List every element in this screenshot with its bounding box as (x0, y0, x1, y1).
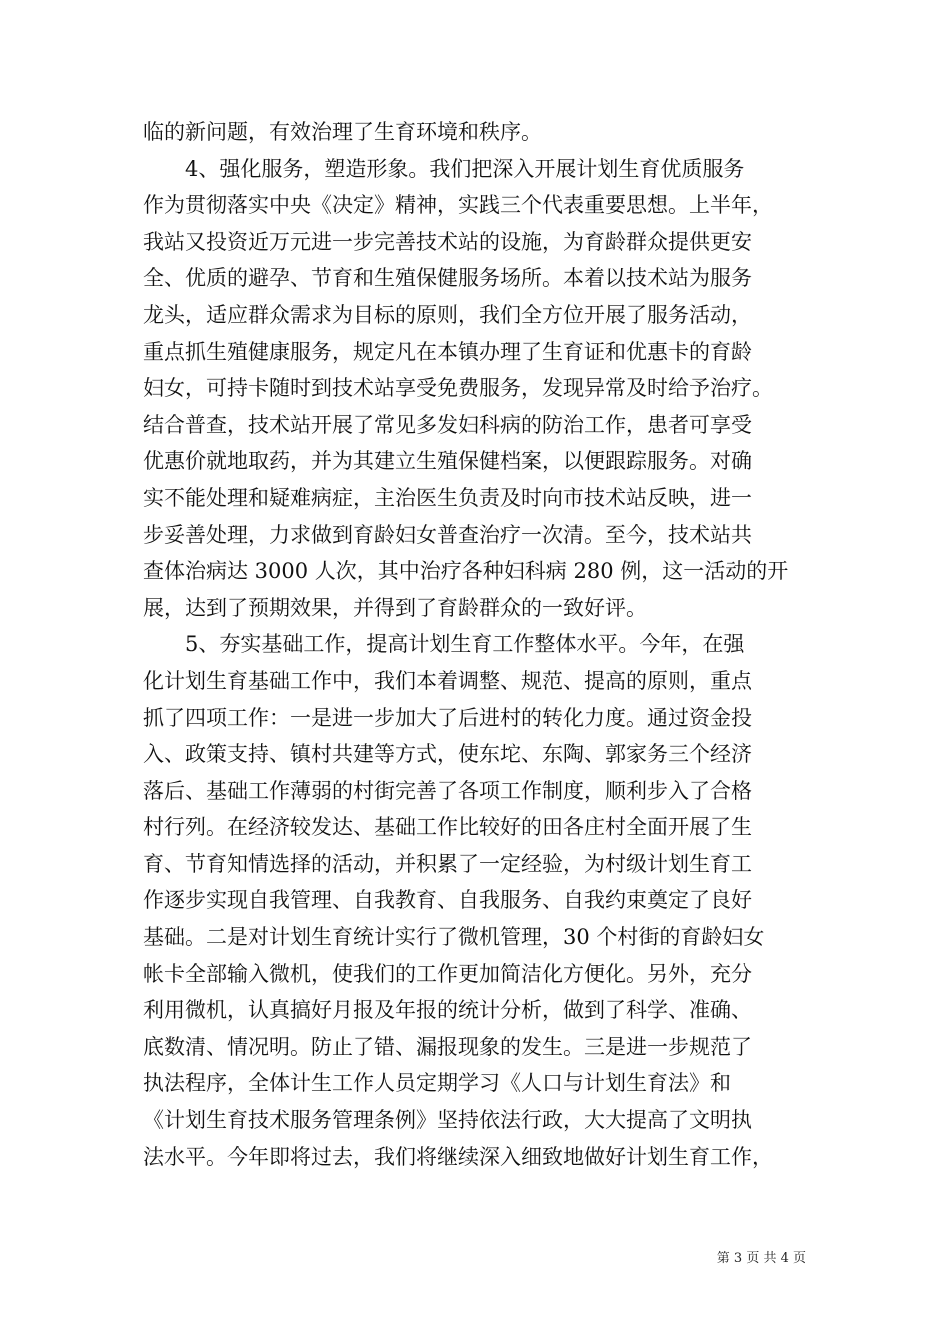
text-line: 结合普查，技术站开展了常见多发妇科病的防治工作，患者可享受 (143, 412, 752, 437)
text-line: 化计划生育基础工作中，我们本着调整、规范、提高的原则，重点 (143, 668, 752, 693)
text-line: 实不能处理和疑难病症，主治医生负责及时向市技术站反映，进一 (143, 485, 752, 510)
text-line: 执法程序，全体计生工作人员定期学习《人口与计划生育法》和 (143, 1071, 731, 1096)
page-footer: 第 3 页 共 4 页 (716, 1251, 806, 1266)
text-line: 全、优质的避孕、节育和生殖保健服务场所。本着以技术站为服务 (143, 266, 752, 291)
text-line: 重点抓生殖健康服务，规定凡在本镇办理了生育证和优惠卡的育龄 (143, 339, 752, 364)
text-line: 基础。二是对计划生育统计实行了微机管理，30 个村街的育龄妇女 (143, 925, 765, 950)
paragraph-start-line: 4、强化服务，塑造形象。我们把深入开展计划生育优质服务 (185, 156, 745, 181)
text-line: 展，达到了预期效果，并得到了育龄群众的一致好评。 (143, 595, 647, 620)
text-line: 作逐步实现自我管理、自我教育、自我服务、自我约束奠定了良好 (143, 888, 752, 913)
text-line: 查体治病达 3000 人次，其中治疗各种妇科病 280 例，这一活动的开 (143, 559, 789, 584)
text-line: 落后、基础工作薄弱的村街完善了各项工作制度，顺利步入了合格 (143, 778, 752, 803)
text-line: 育、节育知情选择的活动，并积累了一定经验，为村级计划生育工 (143, 851, 752, 876)
text-line: 我站又投资近万元进一步完善技术站的设施，为育龄群众提供更安 (143, 229, 752, 254)
text-line: 抓了四项工作：一是进一步加大了后进村的转化力度。通过资金投 (143, 705, 752, 730)
text-line: 入、政策支持、镇村共建等方式，使东坨、东陶、郭家务三个经济 (143, 742, 752, 767)
text-line: 利用微机，认真搞好月报及年报的统计分析，做到了科学、准确、 (143, 998, 752, 1023)
text-line: 步妥善处理，力求做到育龄妇女普查治疗一次清。至今，技术站共 (143, 522, 752, 547)
text-line: 《计划生育技术服务管理条例》坚持依法行政，大大提高了文明执 (143, 1108, 752, 1133)
text-line: 村行列。在经济较发达、基础工作比较好的田各庄村全面开展了生 (143, 815, 752, 840)
body-text (143, 114, 823, 1175)
text-line: 临的新问题，有效治理了生育环境和秩序。 (143, 120, 542, 144)
text-line: 龙头，适应群众需求为目标的原则，我们全方位开展了服务活动， (143, 302, 752, 327)
text-line: 优惠价就地取药，并为其建立生殖保健档案，以便跟踪服务。对确 (143, 449, 752, 474)
paragraph-start-line: 5、夯实基础工作，提高计划生育工作整体水平。今年，在强 (185, 632, 745, 657)
text-line: 帐卡全部输入微机，使我们的工作更加简洁化方便化。另外，充分 (143, 961, 752, 986)
text-line: 法水平。今年即将过去，我们将继续深入细致地做好计划生育工作， (143, 1144, 773, 1169)
text-line: 作为贯彻落实中央《决定》精神，实践三个代表重要思想。上半年， (143, 193, 773, 218)
text-line: 妇女，可持卡随时到技术站享受免费服务，发现异常及时给予治疗。 (143, 376, 773, 401)
text-line: 底数清、情况明。防止了错、漏报现象的发生。三是进一步规范了 (143, 1034, 752, 1059)
